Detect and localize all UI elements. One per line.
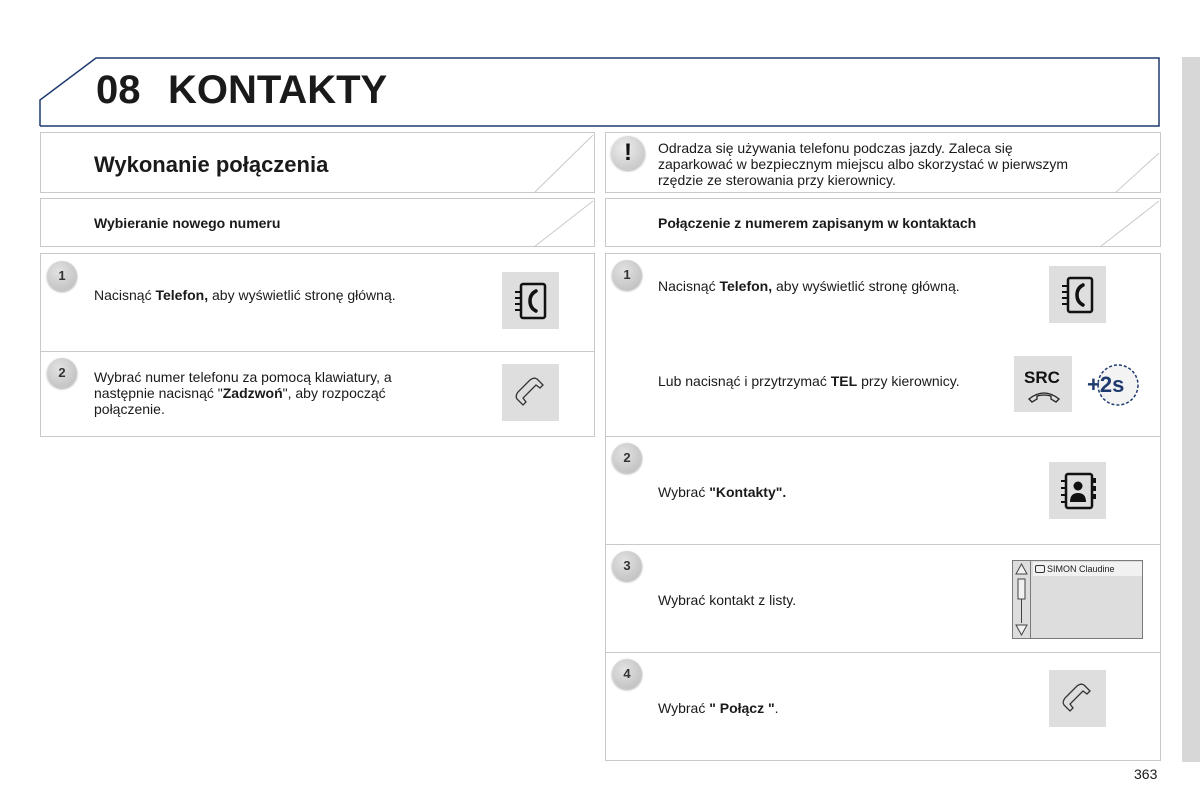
subtitle: Wybieranie nowego numeru: [94, 215, 281, 231]
steps-box-right: [605, 253, 1161, 761]
hangup-handset-icon: [1027, 389, 1061, 403]
contact-list-item[interactable]: [1033, 562, 1142, 576]
contacts-icon[interactable]: [1049, 462, 1106, 519]
subtitle-box: [40, 198, 595, 247]
scrollbar[interactable]: [1015, 563, 1028, 636]
warning-text: Odradza się używania telefonu podczas jazdy. Zaleca się zaparkować w bezpiecznym miejscu albo skorzystać w pierwszym rzędzie ze sterowania przy kierownicy.: [658, 140, 1069, 188]
steps-box: [40, 253, 595, 437]
step-badge-2: 2: [47, 358, 77, 388]
chapter-number: 08: [96, 68, 141, 112]
page-number: 363: [1134, 766, 1158, 782]
section-title-box: [40, 132, 595, 193]
page-edge-bar: [1182, 57, 1200, 762]
step-1-text: Nacisnąć Telefon, aby wyświetlić stronę główną.: [658, 278, 960, 294]
step-badge-3: 3: [612, 551, 642, 581]
handset-icon[interactable]: [1049, 670, 1106, 727]
step-3-text: Wybrać kontakt z listy.: [658, 592, 797, 608]
step-badge-4: 4: [612, 659, 642, 689]
warning-icon: !: [611, 136, 645, 170]
hold-2s-label: +2s: [1087, 372, 1125, 397]
step-badge-2: 2: [612, 443, 642, 473]
phone-book-icon[interactable]: [502, 272, 559, 329]
subtitle-right: Połączenie z numerem zapisanym w kontaktach: [658, 215, 977, 231]
step-2-text: Wybrać numer telefonu za pomocą klawiatury, a następnie nacisnąć "Zadzwoń", aby rozpocząć połączenie.: [94, 369, 392, 417]
step-1-text: Nacisnąć Telefon, aby wyświetlić stronę główną.: [94, 287, 396, 303]
src-tel-button-icon[interactable]: [1014, 356, 1072, 412]
hold-2s-icon: [1084, 359, 1142, 411]
src-label: SRC: [1024, 368, 1060, 387]
step-divider: [606, 436, 1160, 437]
handset-icon[interactable]: [502, 364, 559, 421]
contact-name: SIMON Claudine: [1047, 564, 1115, 574]
contact-card-icon: [1035, 565, 1045, 573]
phone-book-icon[interactable]: [1049, 266, 1106, 323]
contact-list-screen: [1012, 560, 1143, 639]
chapter-title: KONTAKTY: [168, 68, 388, 112]
step-divider: [606, 652, 1160, 653]
step-2-text: Wybrać "Kontakty".: [658, 484, 787, 500]
scroll-divider: [1030, 561, 1031, 638]
subtitle-box-right: [605, 198, 1161, 247]
warning-box: [605, 132, 1161, 193]
step-badge-1: 1: [612, 260, 642, 290]
step-divider: [606, 544, 1160, 545]
section-title: Wykonanie połączenia: [94, 152, 329, 177]
step-divider: [41, 351, 594, 352]
step-1b-text: Lub nacisnąć i przytrzymać TEL przy kierownicy.: [658, 373, 960, 389]
step-badge-1: 1: [47, 261, 77, 291]
step-4-text: Wybrać " Połącz ".: [658, 700, 779, 716]
